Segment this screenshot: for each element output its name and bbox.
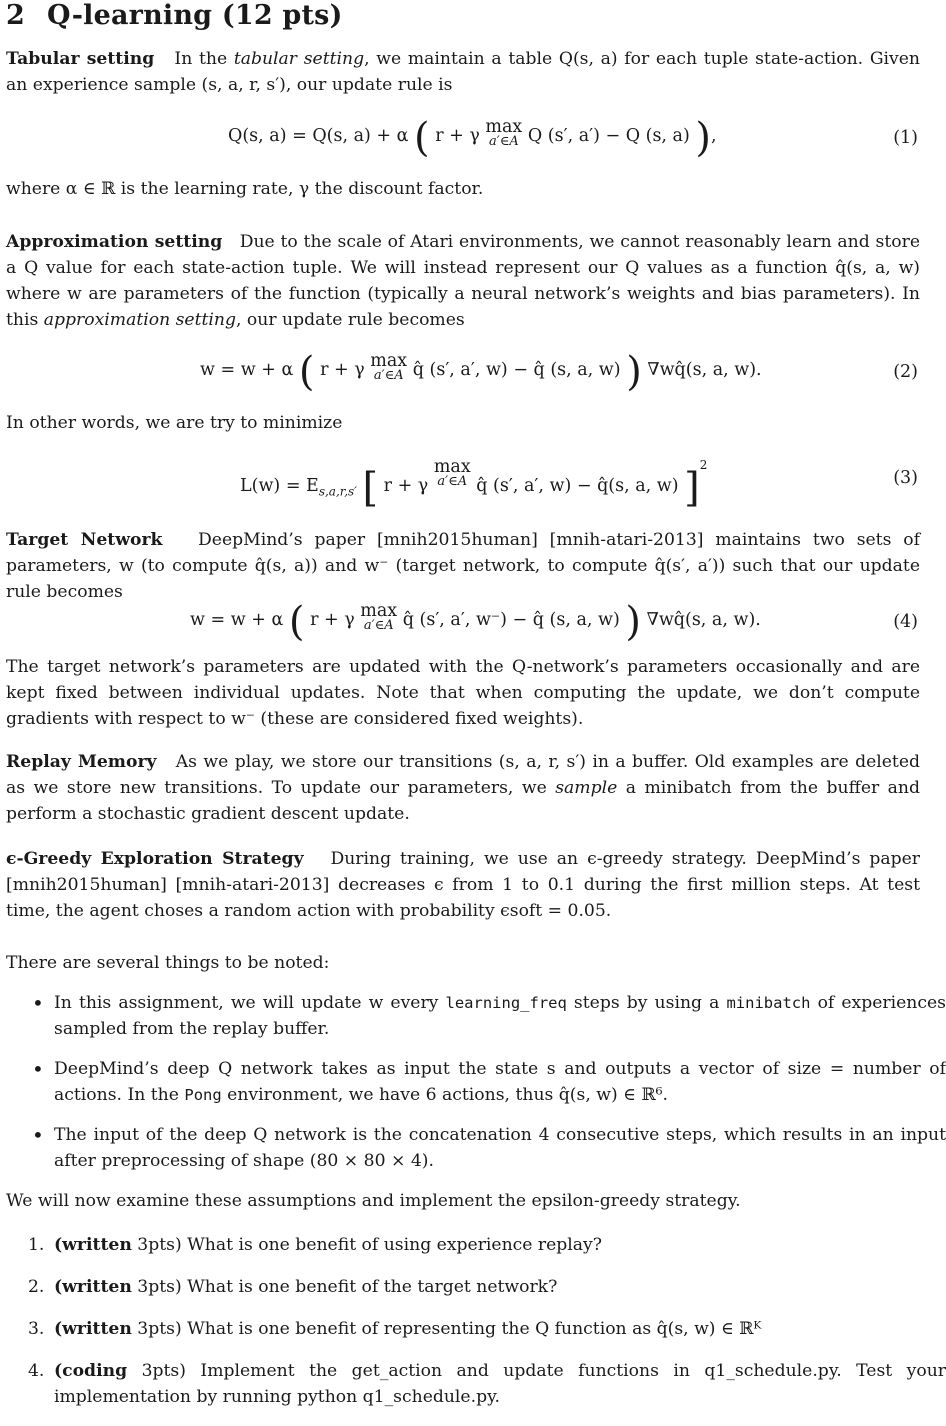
question-number: 2. bbox=[28, 1277, 45, 1297]
equation-4-body: w = w + α ( r + γ max a′∈A q̂ (s′, a′, w⁻) − q̂ (s, a, w) ) ∇wq̂(s, a, w). bbox=[190, 599, 761, 645]
note-text: The input of the deep Q network is the concatenation 4 consecutive steps, which results in an input after preprocessing of shape (80 × 80 × 4). bbox=[54, 1125, 946, 1171]
approx-text-a: Due to the scale of Atari environments, we cannot reasonably learn and store a Q value for each state-action tuple. We will instead represent our Q values as a function q̂(s, a, w) where w are parameters of the function (typically a neural network’s weights and bias parameters). In this bbox=[6, 232, 921, 330]
equation-2-number: (2) bbox=[893, 362, 918, 382]
approx-heading: Approximation setting bbox=[6, 232, 223, 252]
list-item bbox=[28, 1316, 946, 1342]
note-text: environment, we have 6 actions, thus q̂(s, w) ∈ ℝ⁶. bbox=[221, 1085, 668, 1105]
eq1-inner-a: r + γ bbox=[429, 126, 486, 146]
list-item bbox=[28, 1358, 946, 1410]
equation-3-body: $L(w) = E_{s,a,r,s'}$ [ r + γ max a′∈A q̂ (s′, a′, w) − q̂(s, a, w) ]$^2$ bbox=[240, 457, 708, 511]
equation-1-body: Q(s, a) = Q(s, a) + α ( r + γ max a′∈A Q (s′, a′) − Q (s, a) ), bbox=[228, 115, 717, 161]
note-code: learning_freq bbox=[445, 994, 567, 1012]
question-number: 4. bbox=[28, 1361, 45, 1381]
tabular-heading: Tabular setting bbox=[6, 49, 155, 69]
question-tag: (written bbox=[54, 1235, 132, 1255]
eq2-lhs: w = w + α bbox=[200, 360, 299, 380]
equation-1 bbox=[0, 115, 926, 162]
note-text: steps by using a bbox=[566, 993, 727, 1013]
eq2-max: max bbox=[370, 351, 408, 371]
list-item bbox=[28, 1274, 946, 1300]
question-tag: (coding bbox=[54, 1361, 128, 1381]
eq4-lhs: w = w + α bbox=[190, 610, 289, 630]
eq4-max: max bbox=[360, 601, 398, 621]
tabular-paragraph bbox=[6, 46, 920, 98]
eq2-inner-a: r + γ bbox=[314, 360, 371, 380]
eq2-inner-b: q̂ (s′, a′, w) − q̂ (s, a, w) bbox=[407, 360, 627, 380]
note-text: DeepMind’s deep Q network takes as input the state s and outputs a vector of size = number of actions. In the bbox=[54, 1059, 946, 1105]
greedy-heading: ϵ-Greedy Exploration Strategy bbox=[6, 849, 304, 869]
questions-list bbox=[28, 1232, 946, 1426]
tabular-text-a: In the bbox=[174, 49, 234, 69]
target-after: The target network’s parameters are updated with the Q-network’s parameters occasionally and are kept fixed between individual updates. Note that when computing the update, we don’t compute gradients with respect to w⁻ (these are considered fixed weights). bbox=[6, 657, 920, 729]
eq4-inner-b: q̂ (s′, a′, w⁻) − q̂ (s, a, w) bbox=[397, 610, 626, 630]
eq3-power: 2 bbox=[699, 458, 708, 472]
question-number: 3. bbox=[28, 1319, 45, 1339]
eq3-inner-a: r + γ bbox=[378, 476, 434, 496]
eq2-tail: ∇wq̂(s, a, w). bbox=[641, 360, 762, 380]
eq2-sub: a′∈A bbox=[373, 368, 404, 383]
equation-2 bbox=[0, 349, 926, 396]
question-text: 3pts) What is one benefit of representing the Q function as q̂(s, w) ∈ ℝᴷ bbox=[131, 1319, 762, 1339]
notes-intro: There are several things to be noted: bbox=[6, 953, 330, 973]
question-text: 3pts) What is one benefit of using experience replay? bbox=[131, 1235, 602, 1255]
equation-3 bbox=[0, 457, 926, 511]
target-paragraph bbox=[6, 527, 920, 605]
eq1-inner-b: Q (s′, a′) − Q (s, a) bbox=[522, 126, 696, 146]
list-item bbox=[28, 1232, 946, 1258]
approx-paragraph bbox=[6, 229, 920, 333]
question-text: 3pts) What is one benefit of the target network? bbox=[131, 1277, 558, 1297]
eq3-lhs-sub: s,a,r,s′ bbox=[318, 484, 357, 499]
equation-2-body: w = w + α ( r + γ max a′∈A q̂ (s′, a′, w) − q̂ (s, a, w) ) ∇wq̂(s, a, w). bbox=[200, 349, 762, 395]
list-item bbox=[54, 1056, 946, 1108]
eq1-max: max bbox=[485, 117, 523, 137]
eq4-tail: ∇wq̂(s, a, w). bbox=[641, 610, 761, 630]
tabular-emph: tabular setting bbox=[233, 49, 365, 69]
question-tag: (written bbox=[54, 1319, 132, 1339]
question-text: 3pts) Implement the get_action and update functions in q1_schedule.py. Test your implementation by running python q1_schedule.py. bbox=[54, 1361, 946, 1407]
note-code: Pong bbox=[184, 1086, 222, 1104]
replay-text-a: As we play, we store our transitions (s, a, r, s′) in a buffer. Old examples are deleted as we store new transitions. To update our parameters, we bbox=[6, 752, 921, 798]
target-heading: Target Network bbox=[6, 530, 163, 550]
list-item bbox=[54, 990, 946, 1042]
eq3-lhs: L(w) = E bbox=[240, 476, 319, 496]
eq3-max: max bbox=[433, 457, 471, 477]
greedy-paragraph bbox=[6, 846, 920, 924]
questions-intro: We will now examine these assumptions and implement the epsilon-greedy strategy. bbox=[6, 1191, 741, 1211]
section-title-text: Q-learning (12 pts) bbox=[47, 0, 343, 31]
approx-text-b: , our update rule becomes bbox=[235, 310, 465, 330]
notes-list bbox=[28, 990, 946, 1188]
note-text: In this assignment, we will update w every bbox=[54, 993, 446, 1013]
eq1-sub: a′∈A bbox=[489, 134, 519, 149]
eq4-inner-a: r + γ bbox=[304, 610, 361, 630]
equation-4 bbox=[0, 599, 926, 646]
question-number: 1. bbox=[28, 1235, 45, 1255]
tabular-text-b: , we maintain a table Q(s, a) for each tuple state-action. Given an experience sample (s, a, r, s′), our update rule is bbox=[6, 49, 921, 95]
approx-after: In other words, we are try to minimize bbox=[6, 413, 343, 433]
replay-paragraph bbox=[6, 749, 920, 827]
tabular-after: where α ∈ ℝ is the learning rate, γ the discount factor. bbox=[6, 179, 484, 199]
eq3-sub: a′∈A bbox=[437, 474, 468, 489]
replay-text-b: a minibatch from the buffer and perform a stochastic gradient descent update. bbox=[6, 778, 921, 824]
equation-1-number: (1) bbox=[893, 128, 918, 148]
eq3-inner-b: q̂ (s′, a′, w) − q̂(s, a, w) bbox=[470, 476, 685, 496]
section-heading bbox=[6, 0, 343, 31]
list-item bbox=[54, 1122, 946, 1174]
eq1-tail: , bbox=[711, 126, 717, 146]
question-tag: (written bbox=[54, 1277, 132, 1297]
target-text: DeepMind’s paper [mnih2015human] [mnih-atari-2013] maintains two sets of parameters, w (to compute q̂(s, a)) and w⁻ (target network, to compute q̂(s′, a′)) such that our update rule becomes bbox=[6, 530, 920, 602]
note-text: of experiences sampled from the replay buffer. bbox=[54, 993, 946, 1039]
section-number: 2 bbox=[6, 0, 25, 31]
approx-emph: approximation setting bbox=[43, 310, 236, 330]
replay-heading: Replay Memory bbox=[6, 752, 157, 772]
eq4-sub: a′∈A bbox=[363, 618, 394, 633]
greedy-text: During training, we use an ϵ-greedy strategy. DeepMind’s paper [mnih2015human] [mnih-atari-2013] decreases ϵ from 1 to 0.1 during the first million steps. At test time, the agent choses a random action with probability ϵsoft = 0.05. bbox=[6, 849, 921, 921]
replay-emph: sample bbox=[555, 778, 618, 798]
eq1-lhs: Q(s, a) = Q(s, a) + α bbox=[228, 126, 415, 146]
equation-3-number: (3) bbox=[893, 468, 918, 488]
note-code: minibatch bbox=[726, 994, 811, 1012]
equation-4-number: (4) bbox=[893, 612, 918, 632]
